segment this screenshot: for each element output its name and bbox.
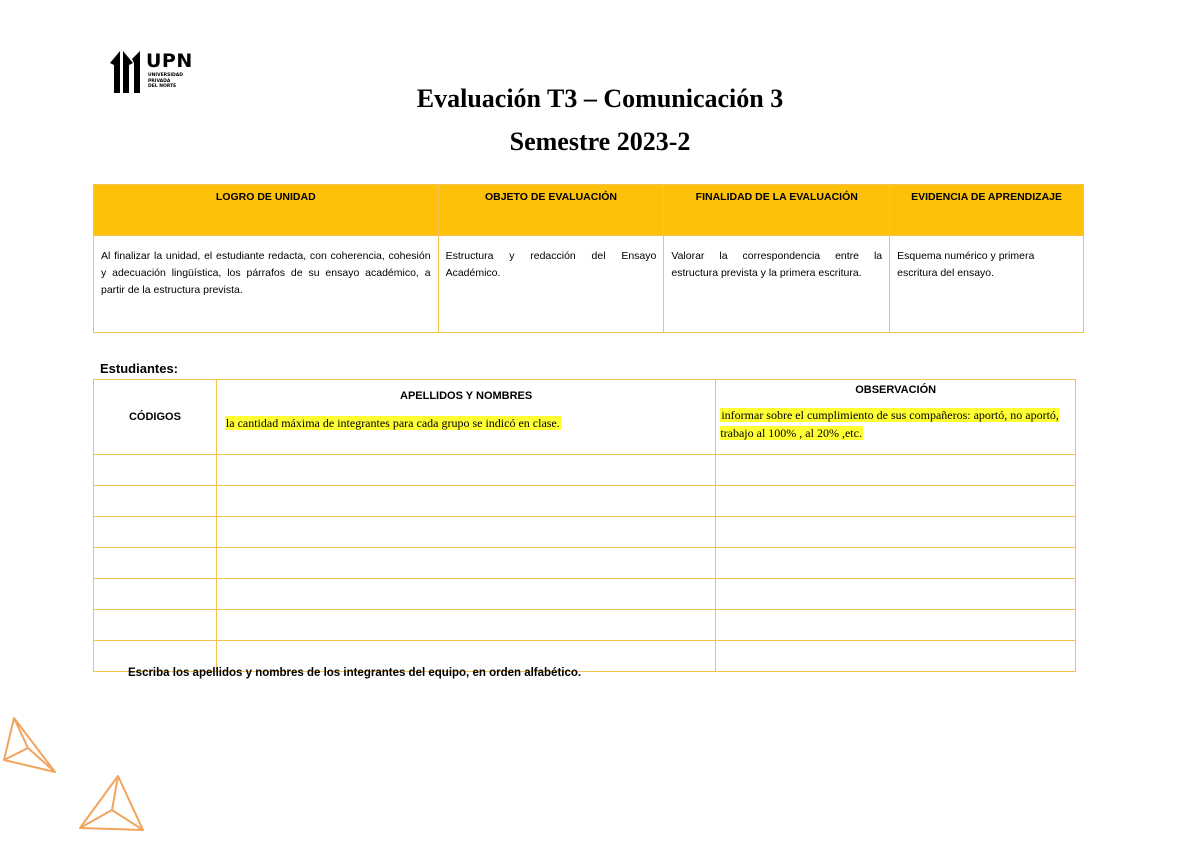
observation-cell[interactable] xyxy=(716,455,1076,486)
code-cell[interactable] xyxy=(94,610,217,641)
apellidos-nombres-label: APELLIDOS Y NOMBRES xyxy=(400,390,533,402)
observacion-label: OBSERVACIÓN xyxy=(855,384,937,396)
names-note: la cantidad máxima de integrantes para cada grupo se indicó en clase. xyxy=(225,416,560,430)
header-logro: LOGRO DE UNIDAD xyxy=(94,185,439,236)
evaluation-table xyxy=(93,184,1084,333)
logo-brand: UPN xyxy=(146,50,193,72)
logo-subtitle: UNIVERSIDAD PRIVADA DEL NORTE xyxy=(148,73,183,89)
students-header-row xyxy=(94,380,1076,455)
student-row xyxy=(94,579,1076,610)
evaluation-header-row xyxy=(94,185,1084,236)
student-row xyxy=(94,610,1076,641)
code-cell[interactable] xyxy=(94,486,217,517)
footnote: Escriba los apellidos y nombres de los integrantes del equipo, en orden alfabético. xyxy=(128,667,582,679)
page-subtitle: Semestre 2023-2 xyxy=(509,127,691,156)
student-row xyxy=(94,486,1076,517)
name-cell[interactable] xyxy=(216,486,715,517)
observation-note: informar sobre el cumplimiento de sus compañeros: aportó, no aportó, trabajo al 100% , al 20% ,etc. xyxy=(720,408,1059,440)
name-cell[interactable] xyxy=(216,517,715,548)
name-cell[interactable] xyxy=(216,455,715,486)
code-cell[interactable] xyxy=(94,455,217,486)
student-row xyxy=(94,548,1076,579)
cell-objeto: Estructura y redacción del Ensayo Académico. xyxy=(438,236,664,333)
header-observacion xyxy=(716,380,1076,455)
header-finalidad: FINALIDAD DE LA EVALUACIÓN xyxy=(664,185,890,236)
name-cell[interactable] xyxy=(216,579,715,610)
student-row xyxy=(94,517,1076,548)
header-objeto: OBJETO DE EVALUACIÓN xyxy=(438,185,664,236)
header-apellidos-nombres xyxy=(216,380,715,455)
header-codigos: CÓDIGOS xyxy=(94,380,217,455)
code-cell[interactable] xyxy=(94,517,217,548)
name-cell[interactable] xyxy=(216,548,715,579)
cell-evidencia: Esquema numérico y primera escritura del ensayo. xyxy=(890,236,1084,333)
header-evidencia: EVIDENCIA DE APRENDIZAJE xyxy=(890,185,1084,236)
observation-cell[interactable] xyxy=(716,579,1076,610)
observation-cell[interactable] xyxy=(716,486,1076,517)
code-cell[interactable] xyxy=(94,579,217,610)
students-label: Estudiantes: xyxy=(100,361,179,376)
code-cell[interactable] xyxy=(94,548,217,579)
cell-finalidad: Valorar la correspondencia entre la estructura prevista y la primera escritura. xyxy=(664,236,890,333)
student-row xyxy=(94,455,1076,486)
cell-logro: Al finalizar la unidad, el estudiante redacta, con coherencia, cohesión y adecuación lingüística, los párrafos de su ensayo académico, a partir de la estructura prevista. xyxy=(94,236,439,333)
observation-cell[interactable] xyxy=(716,610,1076,641)
evaluation-content-row xyxy=(94,236,1084,333)
page-title: Evaluación T3 – Comunicación 3 xyxy=(416,84,784,113)
observation-cell[interactable] xyxy=(716,517,1076,548)
name-cell[interactable] xyxy=(216,610,715,641)
observation-cell[interactable] xyxy=(716,548,1076,579)
triangle-decoration-icon xyxy=(0,700,160,840)
observation-cell[interactable] xyxy=(716,641,1076,672)
students-table xyxy=(93,379,1076,672)
